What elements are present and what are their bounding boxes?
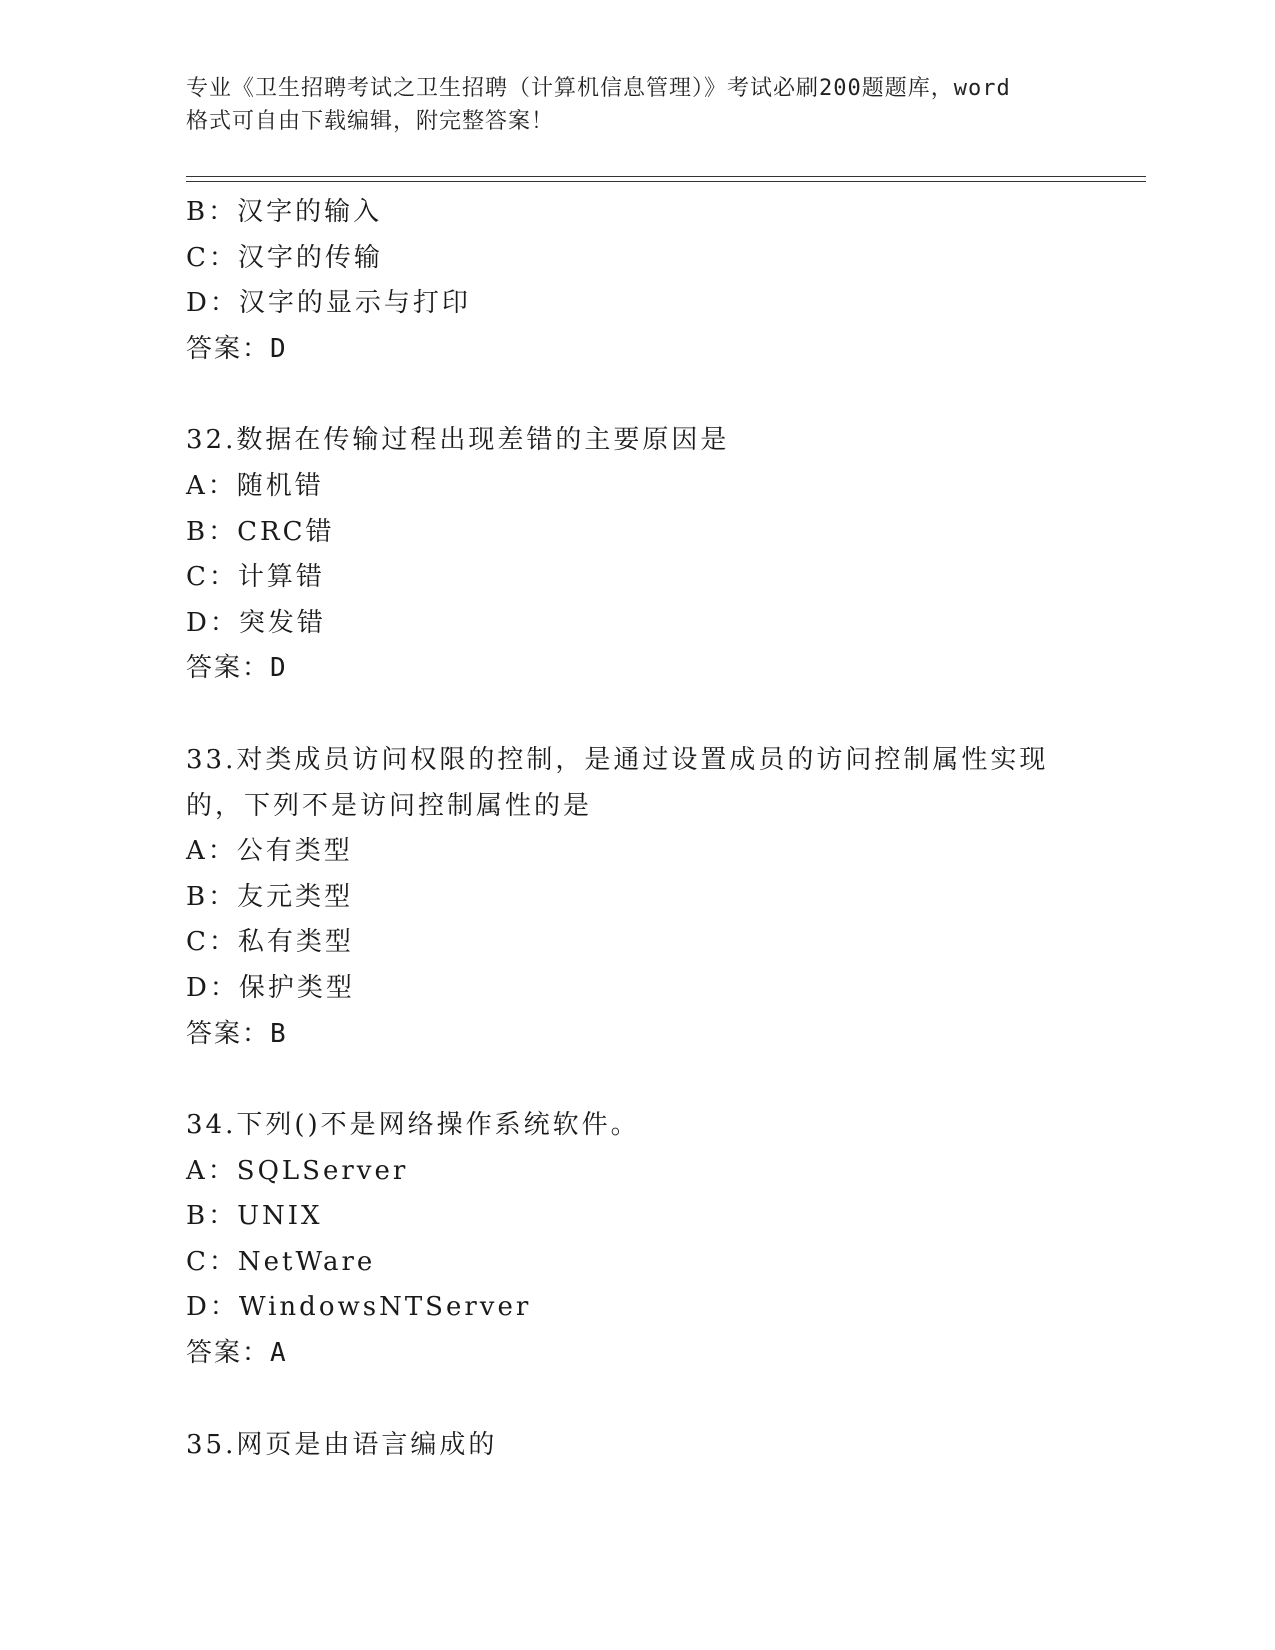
question-34 (186, 1103, 1086, 1377)
option-c: C：NetWare (186, 1246, 376, 1277)
answer-label: 答案： (186, 333, 271, 364)
header-divider-top (186, 176, 1146, 177)
document-header (186, 72, 1086, 138)
answer-value: A (270, 1338, 287, 1369)
question-stem: 35.网页是由语言编成的 (186, 1429, 498, 1460)
question-stem: 33.对类成员访问权限的控制，是通过设置成员的访问控制属性实现的，下列不是访问控制属性的是 (186, 744, 1049, 821)
option-a: A：随机错 (186, 470, 324, 501)
option-a: A：公有类型 (186, 836, 353, 867)
answer-line (186, 327, 1086, 373)
answer-line (186, 1012, 1086, 1058)
answer-label: 答案： (186, 1338, 271, 1369)
header-divider-bottom (186, 181, 1146, 182)
option-d: D：汉字的显示与打印 (186, 288, 471, 319)
option-b: B：UNIX (186, 1201, 323, 1232)
answer-line (186, 646, 1086, 692)
answer-value: D (270, 653, 287, 684)
option-b: B：友元类型 (186, 881, 354, 912)
answer-label: 答案： (186, 653, 271, 684)
option-d: D：WindowsNTServer (186, 1292, 532, 1323)
option-a: A：SQLServer (186, 1155, 409, 1186)
option-c: C：计算错 (186, 562, 325, 593)
option-b: B：CRC错 (186, 516, 335, 547)
answer-value: B (270, 1018, 287, 1049)
question-35 (186, 1423, 1086, 1469)
option-d: D：保护类型 (186, 972, 355, 1003)
option-c: C：私有类型 (186, 927, 354, 958)
header-title-line-2: 格式可自由下载编辑，附完整答案！ (186, 109, 555, 134)
question-list (186, 190, 1086, 1468)
answer-value: D (270, 333, 287, 364)
question-stem: 32.数据在传输过程出现差错的主要原因是 (186, 425, 730, 456)
option-c: C：汉字的传输 (186, 242, 383, 273)
question-32 (186, 418, 1086, 692)
question-fragment-31 (186, 190, 1086, 372)
header-title-line-1: 专业《卫生招聘考试之卫生招聘（计算机信息管理）》考试必刷200题题库，word (186, 76, 1011, 101)
question-stem: 34.下列()不是网络操作系统软件。 (186, 1110, 640, 1141)
option-b: B：汉字的输入 (186, 197, 383, 227)
answer-label: 答案： (186, 1018, 271, 1049)
option-d: D：突发错 (186, 607, 326, 638)
question-33 (186, 738, 1086, 1057)
answer-line (186, 1331, 1086, 1377)
